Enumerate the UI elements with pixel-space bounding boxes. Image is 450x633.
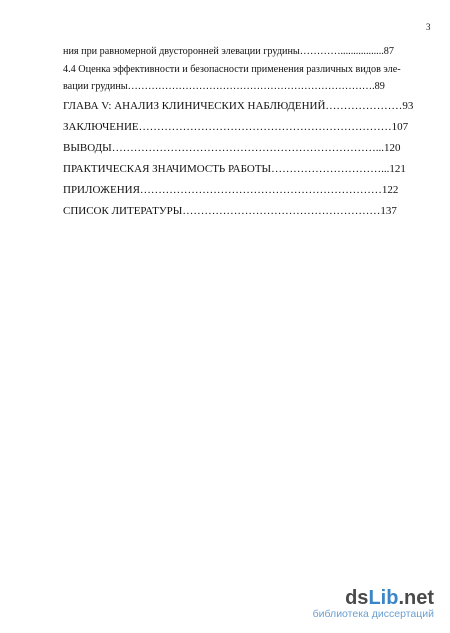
- toc-line: 4.4 Оценка эффективности и безопасности применения различных видов эле-: [63, 63, 401, 75]
- toc-line: вации грудины……………………………………………………………….89: [63, 81, 385, 92]
- watermark-caption: библиотека диссертаций: [312, 608, 434, 620]
- page-number: 3: [426, 22, 431, 32]
- toc-line: ЗАКЛЮЧЕНИЕ……………………………………………………………107: [63, 120, 409, 133]
- toc-line: СПИСОК ЛИТЕРАТУРЫ………………………………………………137: [63, 204, 397, 217]
- toc-line: ГЛАВА V: АНАЛИЗ КЛИНИЧЕСКИХ НАБЛЮДЕНИЙ…………………93: [63, 99, 414, 112]
- table-of-contents: [63, 43, 415, 222]
- toc-line: ния при равномерной двусторонней элевации грудины………….................87: [63, 46, 394, 57]
- logo-ds: ds: [345, 587, 369, 609]
- toc-line: ПРАКТИЧЕСКАЯ ЗНАЧИМОСТЬ РАБОТЫ…………………………...121: [63, 162, 406, 175]
- logo-lib: Lib: [368, 587, 399, 609]
- dslib-watermark: [313, 588, 434, 621]
- toc-line: ВЫВОДЫ………………………………………………………………...120: [63, 141, 401, 154]
- toc-line: ПРИЛОЖЕНИЯ…………………………………………………………122: [63, 183, 399, 196]
- dslib-logo: [313, 588, 434, 608]
- logo-net: .net: [398, 587, 434, 609]
